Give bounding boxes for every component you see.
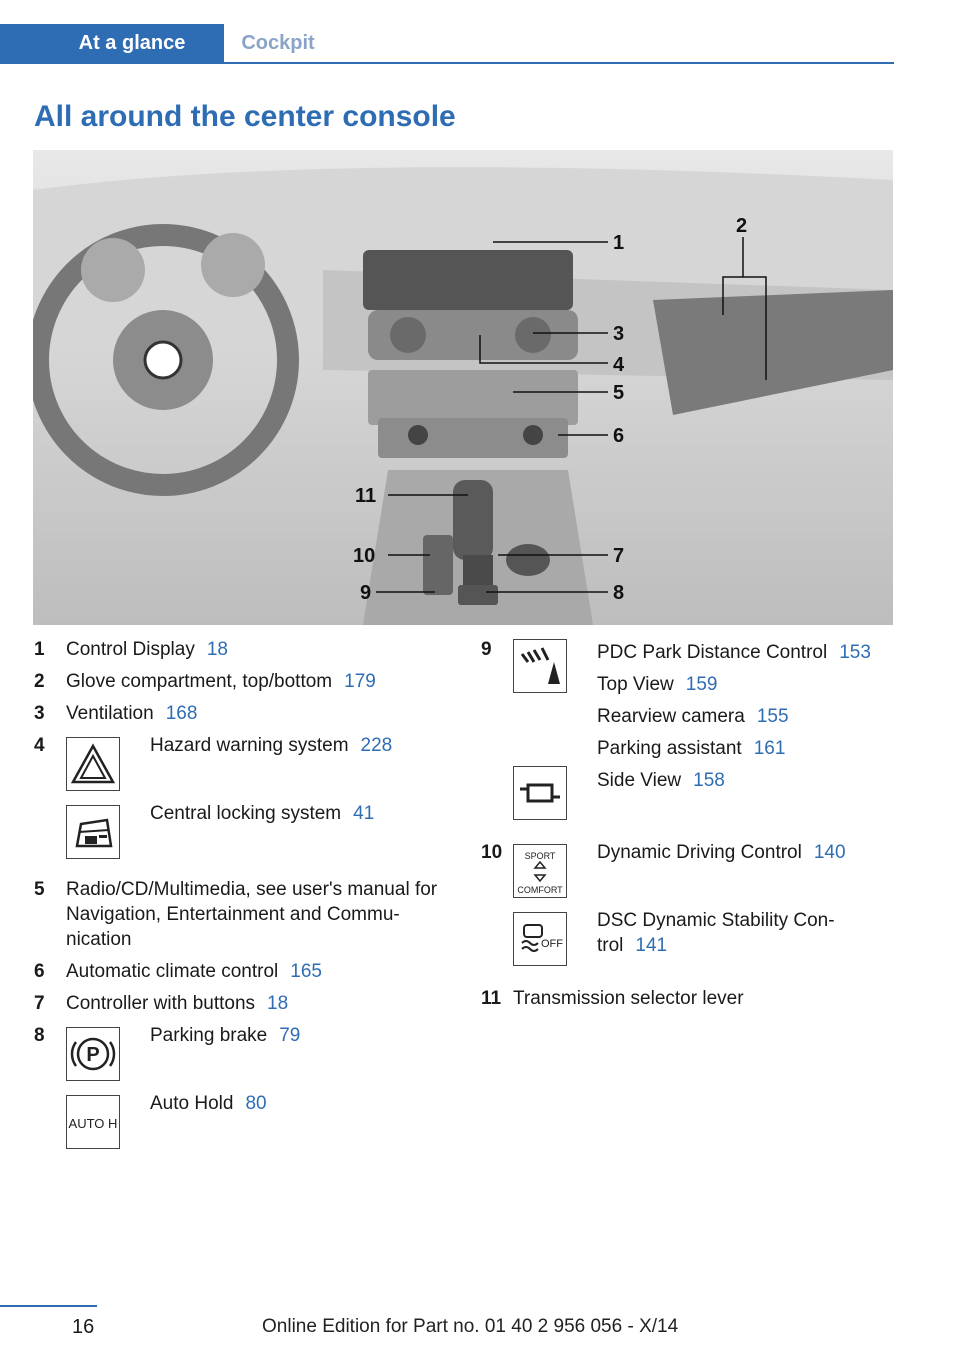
list-item [34,1023,454,1167]
sport-comfort-icon [513,844,567,898]
list-item [481,986,896,1018]
edition-footer: Online Edition for Part no. 01 40 2 956 056 - X/14 [262,1316,679,1337]
entry-label: Auto Hold [150,1093,234,1114]
list-item [34,701,454,733]
page-ref-link[interactable]: 79 [279,1025,301,1046]
entry-line [597,669,897,701]
item-number: 10 [481,842,503,863]
item-label: Radio/CD/Multimedia, see user's manual for Navigation, Entertainment and Commu-nication [66,879,438,950]
item-number: 1 [34,639,45,660]
page-number: 16 [72,1316,95,1338]
callout-2: 2 [736,215,748,237]
icon-entry [481,908,896,976]
side-view-camera-icon [513,766,567,820]
page-ref-link[interactable]: 18 [267,993,289,1014]
list-item [34,733,454,877]
page-ref-link[interactable]: 168 [165,703,198,724]
callout-3: 3 [613,323,625,345]
entry-label: Hazard warning system [150,735,349,756]
hazard-triangle-icon [66,737,120,791]
entry-line [597,733,897,765]
entry-label: PDC Park Distance Control [597,642,828,663]
item-number: 8 [34,1025,45,1046]
legend-left-column [34,637,454,1167]
door-lock-icon [66,805,120,859]
entry-label: Rearview camera [597,706,745,727]
parking-brake-icon [66,1027,120,1081]
page-ref-link[interactable]: 158 [693,770,725,791]
entry-label: Central locking system [150,803,342,824]
callout-7: 7 [613,545,625,567]
list-item [34,669,454,701]
entry-label: Top View [597,674,674,695]
callout-6: 6 [613,425,625,447]
item-label: Glove compartment, top/bottom [66,671,333,692]
list-item [34,991,454,1023]
auto-hold-icon-label: AUTO H [68,1116,118,1131]
header-tabbar [0,24,894,64]
item-number: 9 [481,639,492,660]
entry-label: DSC Dynamic Stability Con-trol [597,910,835,956]
auto-hold-icon [66,1095,120,1149]
footer-rule [0,1305,97,1307]
page-ref-link[interactable]: 228 [360,735,393,756]
entry-label: Parking assistant [597,738,742,759]
page-ref-link[interactable]: 159 [685,674,718,695]
icon-entry [34,1023,454,1091]
entry-line [597,701,897,733]
legend-right-column [481,637,896,1018]
list-item [481,637,896,840]
icon-entry [34,733,454,801]
item-number: 11 [481,988,502,1009]
icon-entry [481,840,896,908]
callout-5: 5 [613,382,625,404]
item-number: 6 [34,961,45,982]
page-ref-link[interactable]: 161 [753,738,786,759]
callout-8: 8 [613,582,625,604]
pdc-icon [513,639,567,693]
callout-1: 1 [613,232,625,254]
entry-label: Dynamic Driving Control [597,842,802,863]
item-label: Controller with buttons [66,993,256,1014]
page-ref-link[interactable]: 165 [290,961,322,982]
page-ref-link[interactable]: 18 [206,639,228,660]
svg-text:P: P [86,1044,100,1066]
callout-4: 4 [613,354,625,376]
item-number: 3 [34,703,45,724]
entry-line [597,637,897,669]
item-number: 7 [34,993,45,1014]
sport-label: SPORT [524,851,556,861]
off-label: OFF [541,938,563,950]
item-label: Automatic climate control [66,961,279,982]
comfort-label: COMFORT [517,885,563,895]
page-ref-link[interactable]: 80 [245,1093,267,1114]
tab-cockpit[interactable]: Cockpit [241,32,315,54]
list-item [34,877,452,959]
dsc-off-icon [513,912,567,966]
page-title: All around the center console [34,100,456,133]
icon-entry [34,1091,454,1159]
page-ref-link[interactable]: 41 [353,803,375,824]
entry-line [597,765,897,797]
page-ref-link[interactable]: 153 [839,642,871,663]
tab-at-a-glance[interactable]: At a glance [0,24,224,62]
entry-label: Side View [597,770,682,791]
icon-entry [34,801,454,869]
item-label: Ventilation [66,703,154,724]
callout-9: 9 [360,582,372,604]
list-item [34,637,454,669]
entry-label: Parking brake [150,1025,268,1046]
list-item [481,840,896,986]
item-label: Control Display [66,639,195,660]
page-ref-link[interactable]: 155 [756,706,789,727]
center-console-illustration [33,150,893,625]
callout-10: 10 [353,545,376,567]
page-ref-link[interactable]: 140 [813,842,846,863]
item-number: 4 [34,735,45,756]
callout-11: 11 [355,485,377,507]
list-item [34,959,454,991]
page-ref-link[interactable]: 179 [344,671,376,692]
item-label: Transmission selector lever [513,988,744,1009]
item-number: 5 [34,879,45,900]
item-number: 2 [34,671,45,692]
page-ref-link[interactable]: 141 [635,935,668,956]
